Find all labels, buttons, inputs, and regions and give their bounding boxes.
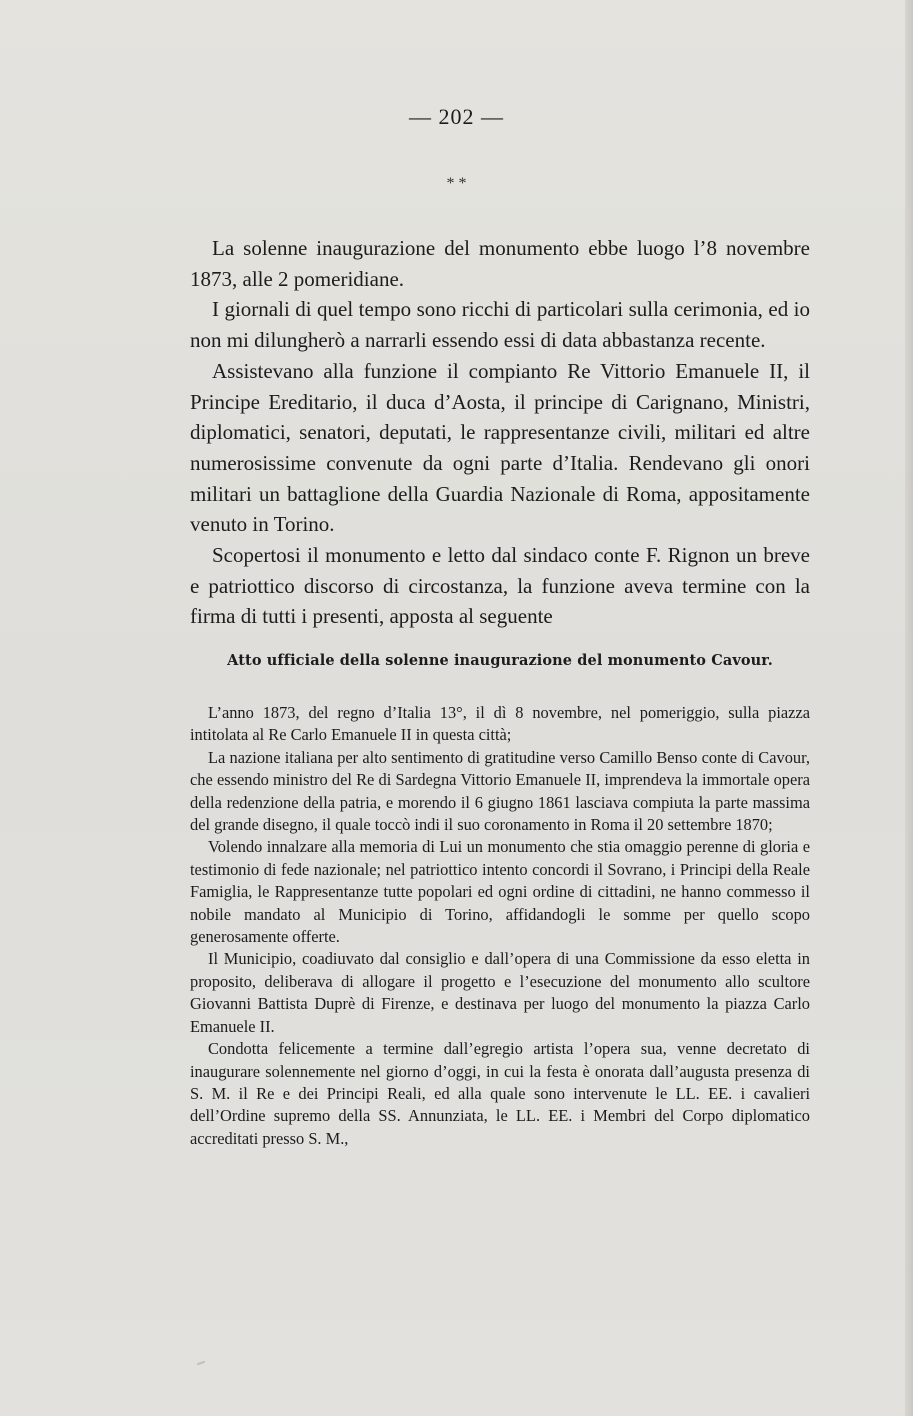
body-paragraph: La solenne inaugurazione del monumento ebbe luogo l’8 novembre 1873, alle 2 pomeridiane. [190, 236, 810, 291]
page-edge [905, 0, 913, 1416]
body-paragraph: Scopertosi il monumento e letto dal sindaco conte F. Rignon un breve e patriottico discorso di circostanza, la funzione aveva termine con la firma di tutti i presenti, apposta al seguente [190, 543, 810, 629]
document-paragraph: Condotta felicemente a termine dall’egregio artista l’opera sua, venne decretato di inaugurare solennemente nel giorno d’oggi, in cui la festa è onorata dall’augusta presenza di S. M. il Re e dei Principi Reali, ed alla quale sono intervenute le LL. EE. i cavalieri dell’Ordine supremo della SS. Annunziata, le LL. EE. i Membri del Corpo diplomatico accreditati presso S. M., [190, 1039, 810, 1148]
document-paragraph: La nazione italiana per alto sentimento di gratitudine verso Camillo Benso conte di Cavour, che essendo ministro del Re di Sardegna Vittorio Emanuele II, imprendeva la immortale opera della redenzione della patria, e morendo il 6 giugno 1861 lasciava compiuta la parte massima del grande disegno, il quale toccò indi il suo coronamento in Roma il 20 settembre 1870; [190, 747, 810, 835]
section-separator: * * [446, 175, 467, 192]
page-number: — 202 — [409, 104, 504, 129]
body-paragraph: I giornali di quel tempo sono ricchi di particolari sulla cerimonia, ed io non mi dilungherò a narrarli essendo essi di data abbastanza recente. [190, 297, 810, 353]
document-heading: Atto ufficiale della solenne inaugurazione del monumento Cavour. [227, 652, 773, 669]
document-text [190, 702, 810, 1150]
body-text [190, 233, 810, 632]
ink-smudge [197, 1361, 205, 1366]
body-paragraph: Assistevano alla funzione il compianto Re Vittorio Emanuele II, il Principe Ereditario, il duca d’Aosta, il principe di Carignano, Ministri, diplomatici, senatori, deputati, le rappresentanze civili, militari ed altre numerosissime convenute da ogni parte d’Italia. Rendevano gli onori militari un battaglione della Guardia Nazionale di Roma, appositamente venuto in Torino. [190, 358, 810, 537]
document-paragraph: Volendo innalzare alla memoria di Lui un monumento che stia omaggio perenne di gloria e testimonio di fede nazionale; nel patriottico intento concordi il Sovrano, i Principi della Reale Famiglia, le Rappresentanze tutte popolari ed ogni ordine di cittadini, ne hanno commesso il nobile mandato al Municipio di Torino, affidandogli le somme per quello scopo generosamente offerte. [190, 837, 810, 947]
document-paragraph: L’anno 1873, del regno d’Italia 13°, il dì 8 novembre, nel pomeriggio, sulla piazza intitolata al Re Carlo Emanuele II in questa città; [190, 703, 810, 745]
document-paragraph: Il Municipio, coadiuvato dal consiglio e dall’opera di una Commissione da esso eletta in proposito, deliberava di allogare il progetto e l’esecuzione del monumento allo scultore Giovanni Battista Duprè di Firenze, e destinava per luogo del monumento la piazza Carlo Emanuele II. [190, 949, 810, 1036]
